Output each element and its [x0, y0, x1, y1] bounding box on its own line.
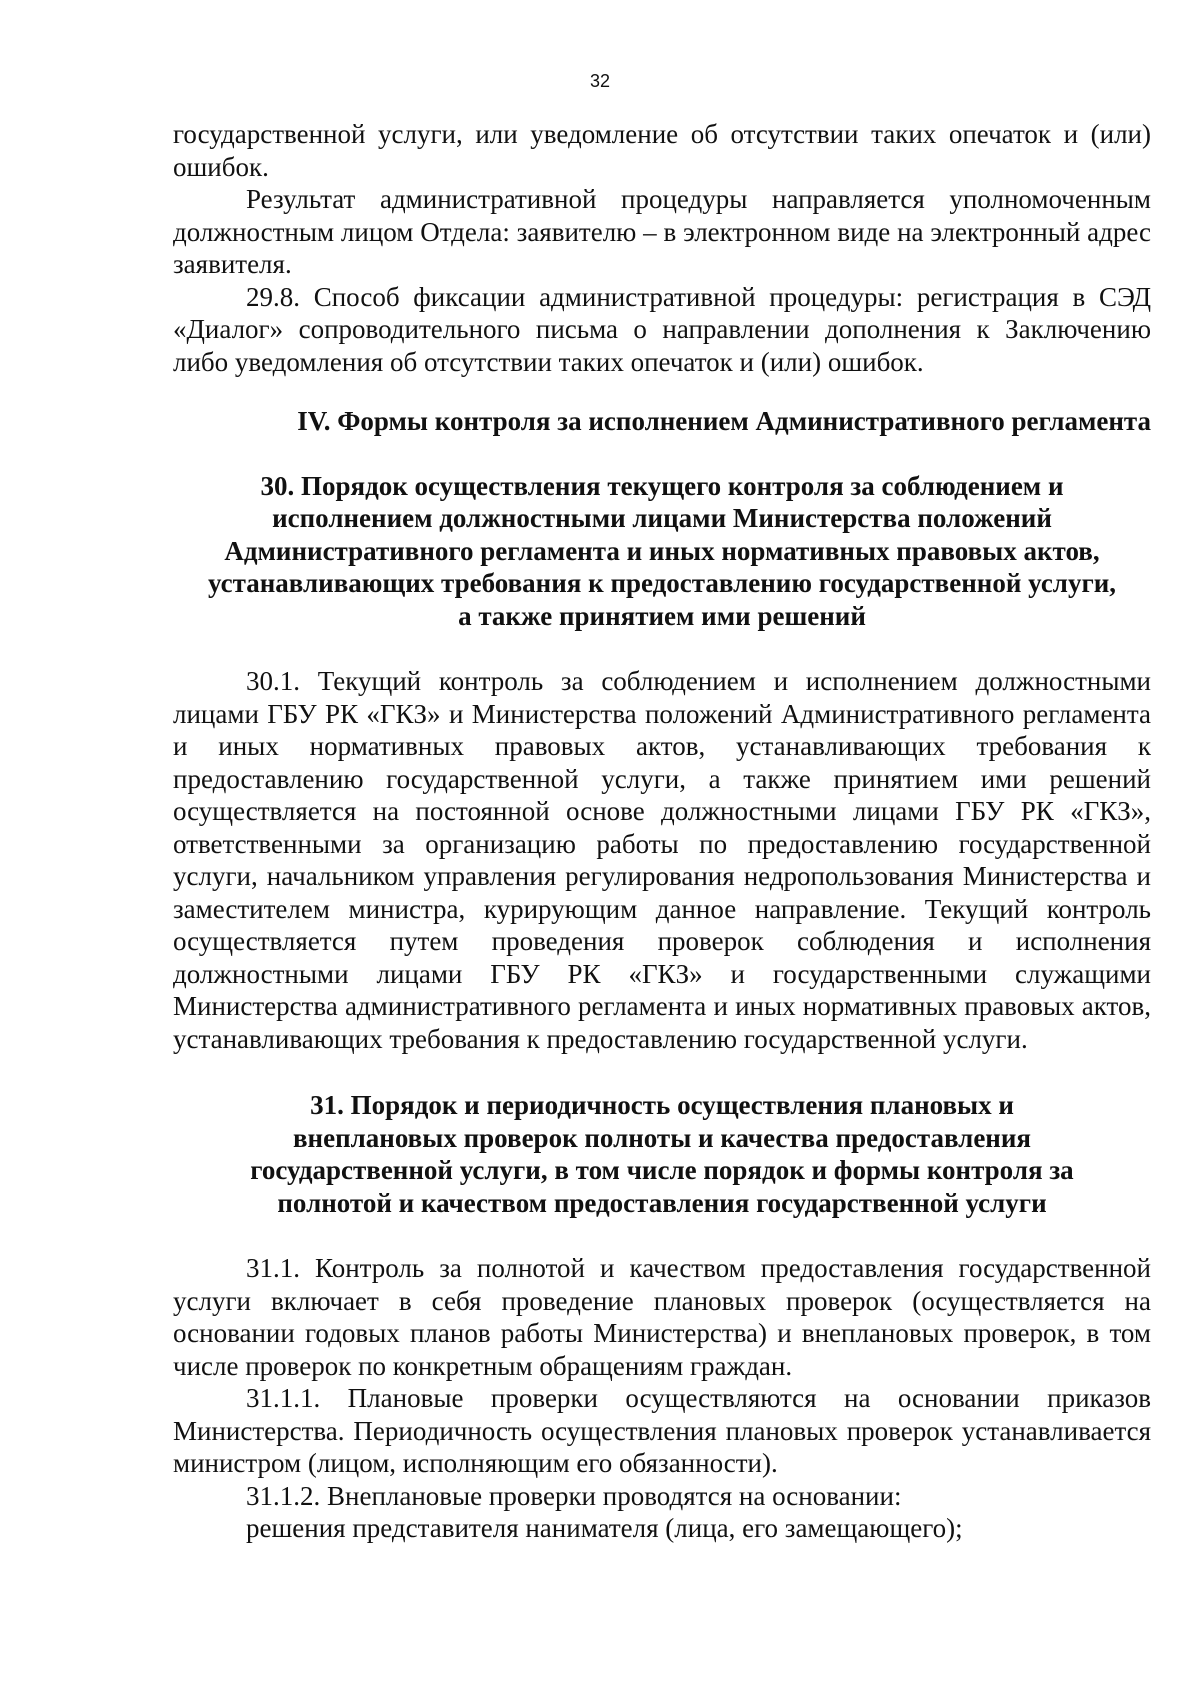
paragraph-29-8: 29.8. Способ фиксации административной процедуры: регистрация в СЭД «Диалог» сопроводительного письма о направлении дополнения к Заключению либо уведомления об отсутствии таких опечаток и (или) ошибок. [173, 281, 1151, 377]
heading-line: Административного регламента и иных нормативных правовых актов, [224, 535, 1100, 566]
paragraph-continuation: государственной услуги, или уведомление об отсутствии таких опечаток и (или) ошибок. [173, 119, 1151, 182]
heading-line: полнотой и качеством предоставления государственной услуги [277, 1187, 1047, 1218]
paragraph-31-1-1: 31.1.1. Плановые проверки осуществляются на основании приказов Министерства. Периодичность осуществления плановых проверок устанавливается министром (лицом, исполняющим его обязанности). [173, 1383, 1151, 1478]
heading-line: государственной услуги, в том числе порядок и формы контроля за [250, 1155, 1074, 1185]
page-number: 32 [589, 71, 611, 91]
heading-line: внеплановых проверок полноты и качества предоставления [292, 1122, 1032, 1153]
chapter-heading: IV. Формы контроля за исполнением Административного регламента [297, 406, 1151, 436]
heading-line: а также принятием ими решений [458, 600, 866, 631]
heading-line: устанавливающих требования к предоставлению государственной услуги, [207, 568, 1117, 598]
paragraph-31-1: 31.1. Контроль за полнотой и качеством предоставления государственной услуги включает в себя проведение плановых проверок (осуществляется на основании годовых планов работы Министерства) и внеплановых проверок, в том числе проверок по конкретным обращениям граждан. [173, 1253, 1151, 1381]
heading-line: исполнением должностными лицами Министерства положений [272, 503, 1052, 533]
document-body [173, 118, 1151, 1545]
heading-line: 30. Порядок осуществления текущего контроля за соблюдением и [260, 470, 1064, 501]
paragraph-list-item: решения представителя нанимателя (лица, его замещающего); [246, 1513, 963, 1543]
paragraph-result: Результат административной процедуры направляется уполномоченным должностным лицом Отдела: заявителю – в электронном виде на электронный адрес заявителя. [173, 184, 1151, 279]
paragraph-31-1-2: 31.1.2. Внеплановые проверки проводятся на основании: [246, 1480, 902, 1511]
heading-line: 31. Порядок и периодичность осуществления плановых и [310, 1090, 1014, 1120]
section-31-heading [173, 1089, 1151, 1219]
section-30-heading [173, 470, 1151, 633]
paragraph-30-1: 30.1. Текущий контроль за соблюдением и исполнением должностными лицами ГБУ РК «ГКЗ» и Министерства положений Административного регламента и иных нормативных правовых актов, устанавливающих требования к предоставлению государственной услуги, а также принятием ими решений осуществляется на постоянной основе должностными лицами ГБУ РК «ГКЗ», ответственными за организацию работы по предоставлению государственной услуги, начальником управления регулирования недропользования Министерства и заместителем министра, курирующим данное направление. Текущий контроль осуществляется путем проведения проверок соблюдения и исполнения должностными лицами ГБУ РК «ГКЗ» и государственными служащими Министерства административного регламента и иных нормативных правовых актов, устанавливающих требования к предоставлению государственной услуги. [173, 666, 1151, 1054]
